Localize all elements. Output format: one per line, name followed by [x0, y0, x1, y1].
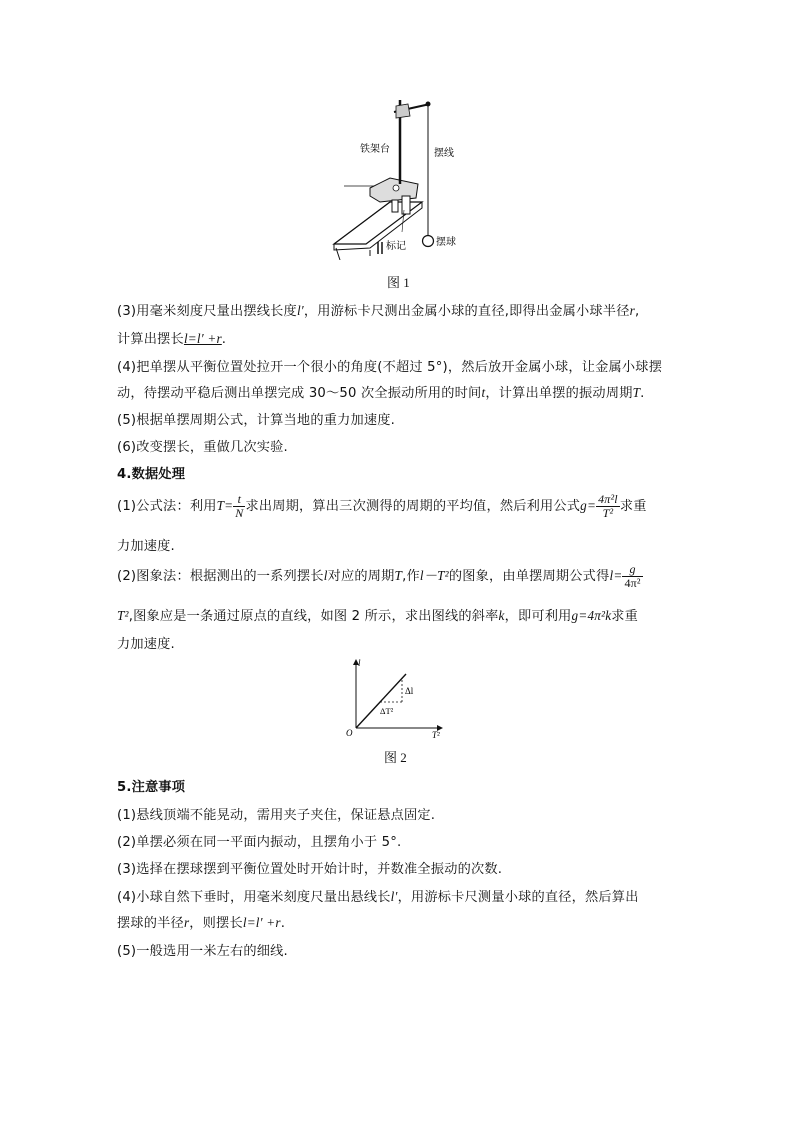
method2-line1: (2)图象法：根据测出的一系列摆长l对应的周期T,作l－T²的图象，由单摆周期公式得l= $\frac{g}{\text{4π²}}$	[117, 561, 641, 590]
note-4-line1: (4)小球自然下垂时，用毫米刻度尺量出悬线长l′，用游标卡尺测量小球的直径，然后算出	[117, 889, 639, 905]
origin-label: O	[346, 728, 353, 738]
note-5: (5)一般选用一米左右的细线.	[117, 944, 288, 959]
note-3: (3)选择在摆球摆到平衡位置处时开始计时，并数准全振动的次数.	[117, 862, 503, 877]
method2-line3: 力加速度.	[117, 637, 175, 652]
section4-title: 4.数据处理	[117, 467, 186, 482]
figure1-caption: 图 1	[387, 275, 410, 290]
l-T2-graph-figure	[342, 656, 452, 738]
step3-line1: (3)用毫米刻度尺量出摆线长度l′，用游标卡尺测出金属小球的直径,即得出金属小球半径r,	[117, 303, 640, 319]
label-string: 摆线	[434, 148, 454, 159]
step4-line1: (4)把单摆从平衡位置处拉开一个很小的角度(不超过 5°)，然后放开金属小球，让金属小球摆	[117, 360, 663, 375]
figure2-caption: 图 2	[384, 750, 407, 765]
delta-T2-label: ΔT²	[380, 706, 394, 716]
y-axis-label: l	[358, 658, 361, 668]
note-4-line2: 摆球的半径r，则摆长l=l′ +r.	[117, 915, 286, 931]
pendulum-length-formula: l=l′ +r	[183, 331, 222, 346]
pendulum-ball	[423, 236, 434, 247]
label-mark: 标记	[386, 241, 406, 252]
section5-title: 5.注意事项	[117, 780, 186, 795]
pendulum-apparatus-figure	[330, 92, 470, 260]
fraction-4pi2l-over-T2: $\frac{\text{4π²l}}{\text{T²}}$	[598, 491, 618, 520]
fraction-g-over-4pi2: $\frac{g}{\text{4π²}}$	[624, 561, 641, 590]
label-ball: 摆球	[436, 237, 456, 248]
step3-line2: 计算出摆长l=l′ +r.	[117, 331, 227, 347]
method2-line2: T²,图象应是一条通过原点的直线，如图 2 所示，求出图线的斜率k，即可利用g=4π²k求重	[117, 608, 639, 624]
note-1: (1)悬线顶端不能晃动，需用夹子夹住，保证悬点固定.	[117, 808, 436, 823]
method1-line2: 力加速度.	[117, 539, 175, 554]
method1-line1: (1)公式法：利用T= $\frac{t}{N}$ 求出周期，算出三次测得的周期的平均值，然后利用公式g= $\frac{\text{4π²l}}{\text{T²}}$ 求重	[117, 491, 647, 520]
step4-line2: 动，待摆动平稳后测出单摆完成 30～50 次全振动所用的时间t，计算出单摆的振动周期T.	[117, 385, 645, 401]
step6: (6)改变摆长，重做几次实验.	[117, 440, 288, 455]
x-axis-label: T²	[432, 730, 440, 738]
note-2: (2)单摆必须在同一平面内振动，且摆角小于 5°.	[117, 835, 402, 850]
proportional-line	[356, 674, 406, 728]
label-stand: 铁架台	[360, 144, 390, 155]
delta-l-label: Δl	[405, 686, 414, 696]
step5: (5)根据单摆周期公式，计算当地的重力加速度.	[117, 413, 396, 428]
fraction-t-over-N: $\frac{t}{N}$	[235, 491, 244, 520]
